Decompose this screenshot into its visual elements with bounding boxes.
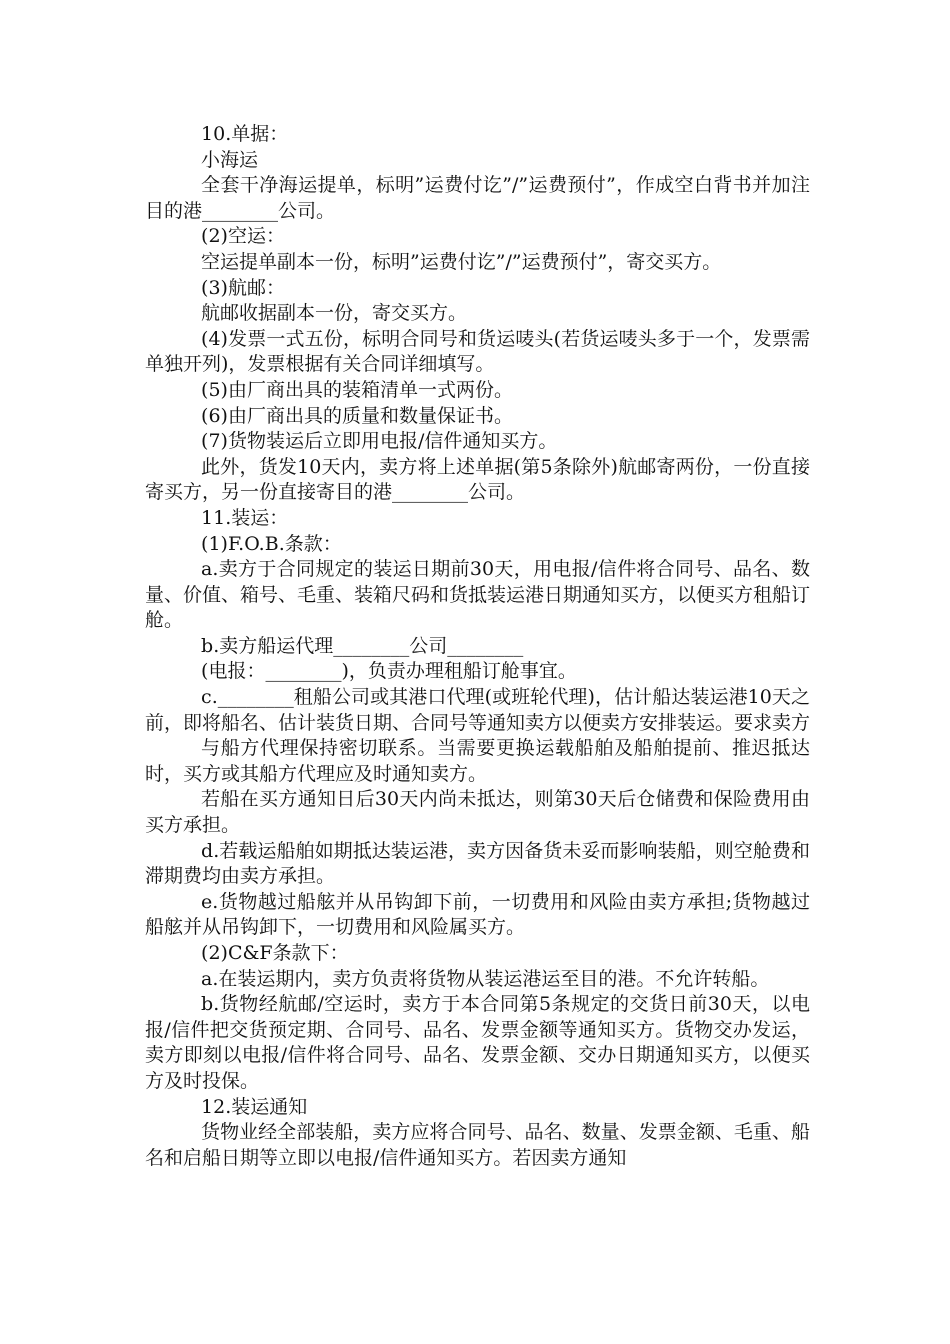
- section-heading: 11.装运：: [201, 506, 289, 529]
- paragraph: b.货物经航邮/空运时，卖方于本合同第5条规定的交货日前30天，以电报/信件把交货预定期、合同号、品名、发票金额等通知买方。货物交办发运，卖方即刻以电报/信件将合同号、品名、发票金额、交办日期通知买方，以便买方及时投保。: [145, 993, 810, 1092]
- section-heading: 12.装运通知: [201, 1095, 308, 1118]
- paragraph: b.卖方船运代理________公司________: [201, 634, 524, 657]
- paragraph: 小海运: [201, 148, 259, 171]
- paragraph: 货物业经全部装船，卖方应将合同号、品名、数量、发票金额、毛重、船名和启船日期等立即以电报/信件通知买方。若因卖方通知: [145, 1121, 810, 1169]
- paragraph: (2)C&F条款下：: [201, 942, 349, 964]
- paragraph: 航邮收据副本一份，寄交买方。: [201, 302, 468, 325]
- paragraph: 若船在买方通知日后30天内尚未抵达，则第30天后仓储费和保险费用由买方承担。: [145, 788, 810, 837]
- section-heading: 10.单据：: [201, 123, 289, 145]
- paragraph: (电报：________)，负责办理租船订舱事宜。: [201, 660, 577, 683]
- paragraph: (1)F.O.B.条款：: [201, 532, 342, 555]
- paragraph: (3)航邮：: [201, 276, 285, 299]
- document-body: [145, 122, 810, 1171]
- paragraph: (7)货物装运后立即用电报/信件通知买方。: [201, 430, 558, 453]
- paragraph: (6)由厂商出具的质量和数量保证书。: [201, 404, 513, 427]
- paragraph: 空运提单副本一份，标明”运费付讫”/”运费预付”，寄交买方。: [201, 250, 722, 273]
- paragraph: (2)空运：: [201, 225, 285, 248]
- paragraph: 此外，货发10天内，卖方将上述单据(第5条除外)航邮寄两份，一份直接寄买方，另一份直接寄目的港________公司。: [145, 455, 810, 504]
- paragraph: (5)由厂商出具的装箱清单一式两份。: [201, 378, 513, 401]
- paragraph: d.若载运船舶如期抵达装运港，卖方因备货未妥而影响装船，则空舱费和滞期费均由卖方承担。: [145, 839, 810, 888]
- paragraph: a.卖方于合同规定的装运日期前30天，用电报/信件将合同号、品名、数量、价值、箱号、毛重、装箱尺码和货抵装运港日期通知买方，以便买方租船订舱。: [145, 558, 811, 632]
- paragraph: e.货物越过船舷并从吊钩卸下前，一切费用和风险由卖方承担;货物越过船舷并从吊钩卸下，一切费用和风险属买方。: [145, 890, 810, 939]
- paragraph: a.在装运期内，卖方负责将货物从装运港运至目的港。不允许转船。: [201, 967, 770, 990]
- paragraph: (4)发票一式五份，标明合同号和货运唛头(若货运唛头多于一个，发票需单独开列)，发票根据有关合同详细填写。: [145, 327, 810, 376]
- paragraph: 与船方代理保持密切联系。当需要更换运载船舶及船舶提前、推迟抵达时，买方或其船方代理应及时通知卖方。: [145, 737, 810, 785]
- paragraph: c.________租船公司或其港口代理(或班轮代理)，估计船达装运港10天之前，即将船名、估计装货日期、合同号等通知卖方以便卖方安排装运。要求卖方: [145, 686, 811, 734]
- paragraph: 全套干净海运提单，标明”运费付讫”/”运费预付”，作成空白背书并加注目的港________公司。: [145, 174, 810, 222]
